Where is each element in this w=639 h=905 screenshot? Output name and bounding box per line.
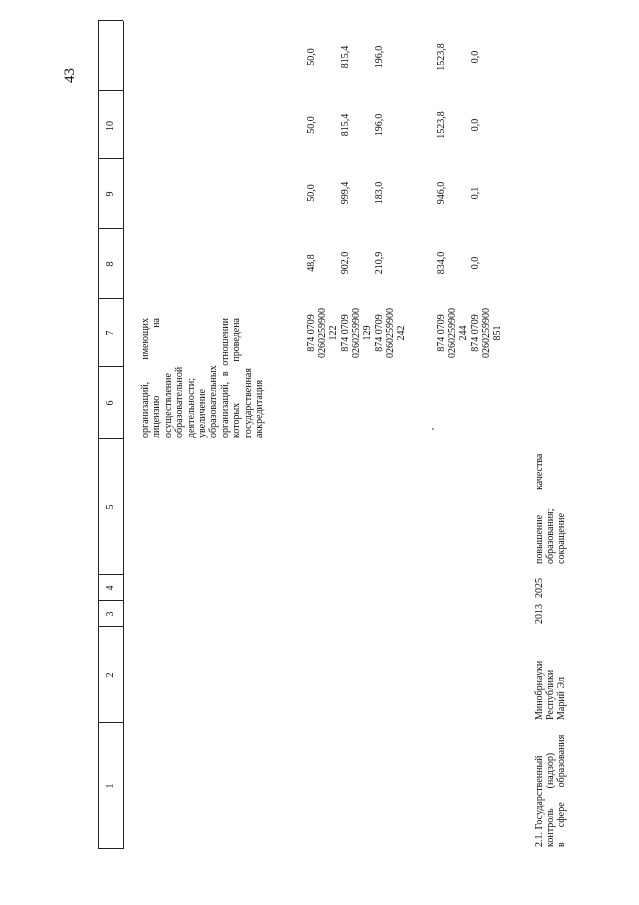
description-line: организаций, в отношении — [219, 318, 231, 438]
header-divider — [98, 20, 123, 21]
prev-row-description — [140, 318, 265, 438]
column-number: 3 — [105, 611, 116, 617]
value-col8: 183,0 — [374, 181, 385, 205]
value-col8: 946,0 — [436, 181, 447, 205]
row-executor: Минобрнауки Республики Марий Эл — [534, 660, 568, 720]
description-line: организаций, имеющих — [140, 318, 151, 438]
column-number: 6 — [105, 400, 116, 406]
column-number: 7 — [105, 330, 116, 336]
scan-speck — [432, 428, 434, 430]
description-line: лицензию на — [151, 318, 163, 438]
column-number: 8 — [105, 261, 116, 267]
column-number: 5 — [105, 504, 116, 510]
value-col9: 196,0 — [374, 113, 385, 137]
value-col7: 210,9 — [374, 251, 385, 275]
description-line: увеличение — [197, 388, 209, 438]
description-line: которых проведена — [231, 318, 243, 438]
budget-code: 874 0709 0260259900 122 — [306, 308, 339, 358]
value-col10: 1523,8 — [436, 43, 447, 71]
value-col9: 50,0 — [306, 116, 317, 134]
header-bottom-border — [123, 21, 124, 849]
description-line: образовательной — [174, 366, 186, 438]
description-line: государственная — [242, 368, 254, 438]
header-divider — [98, 848, 123, 849]
header-top-border — [98, 21, 99, 849]
column-number: 9 — [105, 191, 116, 197]
budget-code: 874 0709 0260259900 244 — [436, 308, 469, 358]
value-col8: 50,0 — [306, 184, 317, 202]
description-line: деятельности; — [185, 377, 197, 438]
value-col10: 50,0 — [306, 48, 317, 66]
value-col10: 815,4 — [340, 45, 351, 69]
budget-code: 874 0709 0260259900 851 — [470, 308, 503, 358]
row-year-end: 2025 — [534, 578, 545, 598]
value-col8: 0,1 — [470, 186, 481, 200]
description-line: аккредитация — [254, 379, 266, 438]
value-col8: 999,4 — [340, 181, 351, 205]
description-line: осуществление — [162, 373, 174, 438]
page-number: 43 — [62, 68, 78, 83]
description-line: образовательных — [208, 365, 220, 438]
value-col9: 815,4 — [340, 113, 351, 137]
column-number: 4 — [105, 585, 116, 591]
row-description: повышение качества образования; сокращение — [534, 453, 568, 564]
value-col10: 196,0 — [374, 45, 385, 69]
value-col9: 0,0 — [470, 118, 481, 132]
value-col7: 902,0 — [340, 251, 351, 275]
value-col7: 834,0 — [436, 251, 447, 275]
value-col10: 0,0 — [470, 50, 481, 64]
budget-code: 874 0709 0260259900 242 — [374, 308, 407, 358]
value-col7: 0,0 — [470, 256, 481, 270]
row-title: 2.1. Государственный контроль (надзор) в сфере образования — [534, 734, 568, 847]
column-number: 10 — [105, 121, 116, 131]
column-number: 1 — [105, 783, 116, 789]
value-col7: 48,8 — [306, 254, 317, 272]
value-col9: 1523,8 — [436, 111, 447, 139]
budget-code: 874 0709 0260259900 129 — [340, 308, 373, 358]
header-divider — [98, 722, 123, 723]
row-year-start: 2013 — [534, 604, 545, 624]
column-number: 2 — [105, 672, 116, 678]
